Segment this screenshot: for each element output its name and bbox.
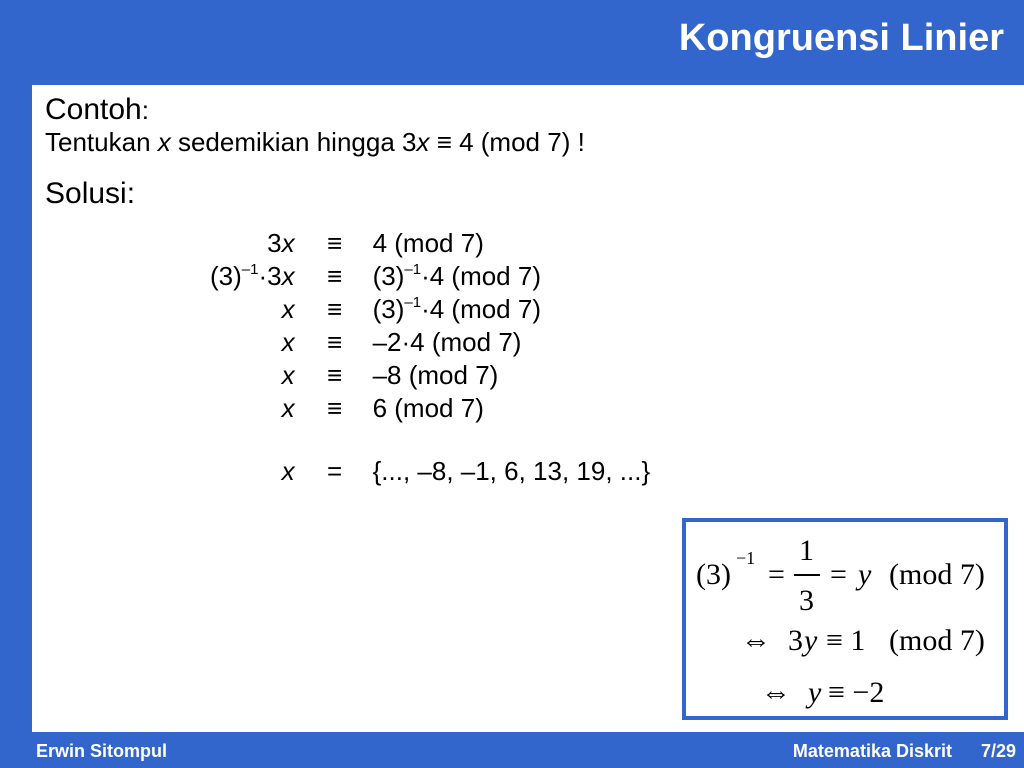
footer-course: Matematika Diskrit	[792, 741, 952, 761]
congruence-relation: ≡ 1	[826, 624, 866, 657]
task-post: ≡ 4 (mod 7) !	[429, 127, 585, 157]
example-section	[45, 93, 585, 211]
inverse-exponent: −1	[736, 548, 756, 568]
step-row	[210, 227, 650, 260]
step-row	[210, 455, 650, 488]
equivalence-arrow-icon: ⇔	[761, 676, 791, 709]
step-exponent: –1	[404, 261, 422, 278]
task-mid: sedemikian hingga 3	[170, 127, 417, 157]
fraction-denominator: 3	[799, 584, 814, 617]
inverse-note-box	[682, 518, 1008, 720]
equivalence-arrow-icon: ⇔	[741, 624, 771, 657]
example-heading-colon: :	[141, 95, 149, 125]
step-exponent: –1	[404, 294, 422, 311]
step-var: x	[281, 393, 295, 423]
variable: y	[808, 676, 822, 709]
step-var: x	[281, 360, 295, 390]
step-relation: ≡	[327, 294, 343, 324]
step-rhs: ·4 (mod 7)	[421, 294, 541, 324]
step-rhs: ·4 (mod 7)	[421, 261, 541, 291]
step-relation: ≡	[327, 261, 343, 291]
inverse-derivation	[686, 522, 1004, 716]
solution-steps	[210, 227, 650, 488]
step-rhs-pre: (3)	[372, 261, 405, 291]
step-rhs: –8 (mod 7)	[372, 360, 499, 390]
step-relation: ≡	[327, 360, 343, 390]
step-rhs: –2·4 (mod 7)	[372, 327, 522, 357]
slide-title: Kongruensi Linier	[678, 17, 1004, 59]
step-lhs: (3)	[210, 261, 242, 291]
variable: y	[804, 624, 818, 657]
step-row	[210, 260, 650, 293]
step-relation: ≡	[327, 393, 343, 423]
equals-sign: =	[830, 558, 847, 591]
step-var: x	[281, 294, 295, 324]
footer-page-number: 7/29	[980, 741, 1016, 761]
step-relation: ≡	[327, 327, 343, 357]
step-relation: =	[327, 456, 343, 486]
step-rhs: 4 (mod 7)	[372, 228, 484, 258]
step-relation: ≡	[327, 228, 343, 258]
example-heading-text: Contoh	[45, 93, 142, 126]
example-task	[45, 127, 585, 157]
step-var: x	[281, 327, 295, 357]
modulus: (mod 7)	[889, 624, 985, 657]
task-var: x	[157, 127, 171, 157]
fraction-numerator: 1	[799, 534, 814, 567]
step-var: x	[281, 261, 295, 291]
footer-author: Erwin Sitompul	[36, 741, 168, 761]
step-exponent: –1	[241, 261, 259, 278]
step-row	[210, 326, 650, 359]
step-row	[210, 392, 650, 425]
step-var: x	[281, 228, 295, 258]
step-rhs-pre: (3)	[372, 294, 405, 324]
step-row	[210, 293, 650, 326]
step-var: x	[281, 456, 295, 486]
modulus: (mod 7)	[889, 558, 985, 591]
task-var2: x	[416, 127, 430, 157]
step-lhs-mid: ·3	[258, 261, 282, 291]
example-heading	[45, 93, 585, 127]
inverse-variable: y	[858, 558, 872, 591]
solution-heading: Solusi:	[45, 177, 136, 210]
step-row	[210, 359, 650, 392]
coefficient: 3	[788, 624, 803, 657]
step-lhs: 3	[267, 228, 282, 258]
inverse-base: (3)	[696, 558, 731, 591]
step-rhs: 6 (mod 7)	[372, 393, 484, 423]
step-rhs: {..., –8, –1, 6, 13, 19, ...}	[372, 456, 651, 486]
congruence-result: ≡ −2	[828, 676, 885, 709]
task-pre: Tentukan	[45, 127, 158, 157]
equals-sign: =	[768, 558, 785, 591]
